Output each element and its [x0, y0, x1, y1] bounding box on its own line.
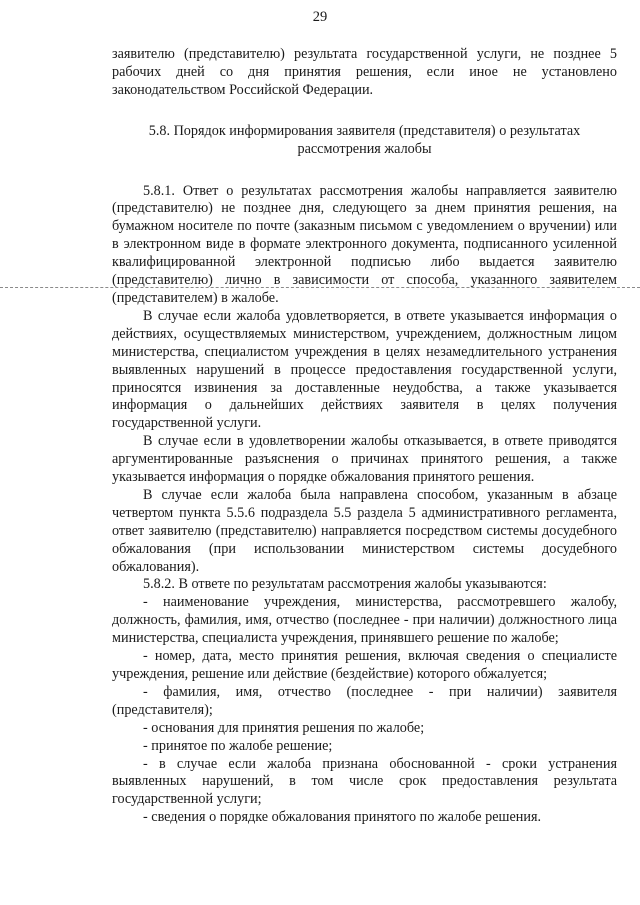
paragraph-continuation: заявителю (представителю) результата государственной услуги, не позднее 5 рабочих дней со дня принятия решения, если иное не установлено законодательством Российской Федерации.	[112, 46, 617, 98]
list-item: - сведения о порядке обжалования принятого по жалобе решения.	[143, 809, 542, 826]
list-item: - номер, дата, место принятия решения, включая сведения о специалисте учреждения, решение или действие (бездействие) которого обжалуется;	[112, 648, 617, 682]
list-item: - основания для принятия решения по жалобе;	[143, 719, 425, 736]
paragraph-5-8-1: 5.8.1. Ответ о результатах рассмотрения жалобы направляется заявителю (представителю) не позднее дня, следующего за днем принятия решения, на бумажном носителе по почте (заказным письмом с уведомлением о вручении) или в электронном виде в формате электронного документа, подписанного усиленной квалифицированной электронной подписью либо выдается заявителю (представителю) лично в зависимости от способа, указанного заявителем (представителем) в жалобе.	[112, 182, 617, 306]
list-item: - фамилия, имя, отчество (последнее - при наличии) заявителя (представителя);	[112, 683, 617, 718]
paragraph-5-8-2: 5.8.2. В ответе по результатам рассмотрения жалобы указываются:	[143, 576, 547, 593]
list-item: - в случае если жалоба признана обоснованной - сроки устранения выявленных нарушений, в том числе срок предоставления результата государственной услуги;	[112, 755, 617, 808]
document-body	[112, 46, 617, 827]
section-heading: 5.8. Порядок информирования заявителя (представителя) о результатах рассмотрения жалобы	[148, 122, 581, 157]
paragraph-complaint-satisfied: В случае если жалоба удовлетворяется, в ответе указывается информация о действиях, осуществляемых министерством, учреждением, должностным лицом министерства, специалистом учреждения в целях незамедлительного устранения выявленных нарушений в процессе предоставления государственной услуги, приносятся извинения за доставленные неудобства, а также указывается информация о дальнейших действиях заявителя в целях получения государственной услуги.	[112, 307, 617, 432]
paragraph-complaint-refused: В случае если в удовлетворении жалобы отказывается, в ответе приводятся аргументированные разъяснения о причинах принятого решения, а также указывается информация о порядке обжалования принятого решения.	[112, 433, 617, 486]
list-item: - наименование учреждения, министерства, рассмотревшего жалобу, должность, фамилия, имя, отчество (последнее - при наличии) должностного лица министерства, специалиста учреждения, принявшего решение по жалобе;	[112, 594, 617, 647]
list-item: - принятое по жалобе решение;	[143, 737, 333, 754]
page-number: 29	[312, 9, 328, 25]
paragraph-pretrial-system: В случае если жалоба была направлена способом, указанным в абзаце четвертом пункта 5.5.6 подраздела 5.5 раздела 5 административного регламента, ответ заявителю (представителю) направляется посредством системы досудебного обжалования (при использовании министерством системы досудебного обжалования).	[112, 486, 617, 575]
